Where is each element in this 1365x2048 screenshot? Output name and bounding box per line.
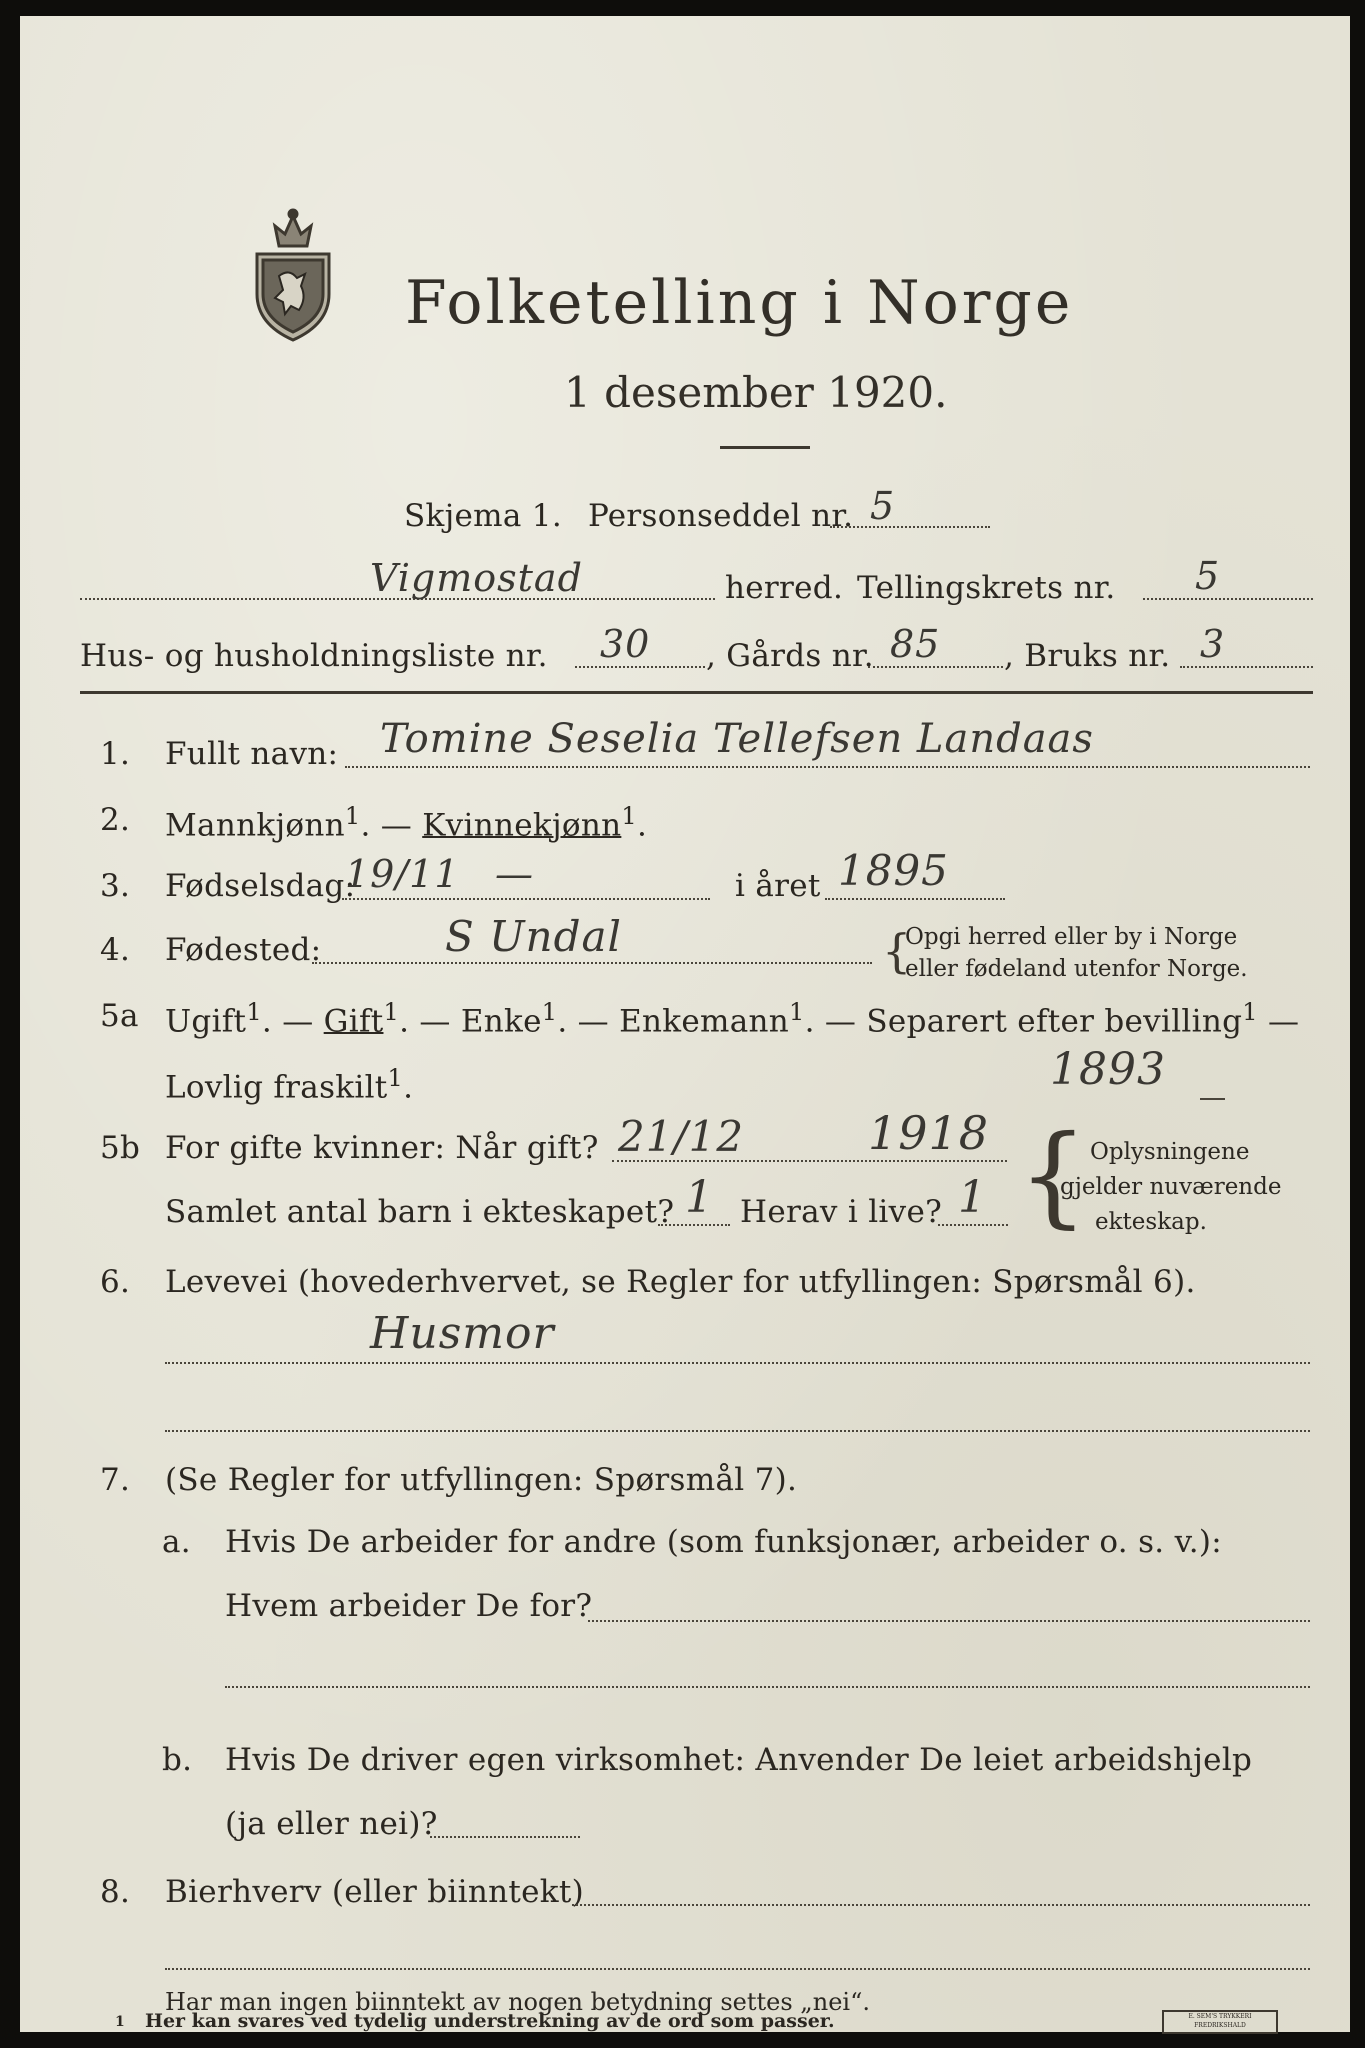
page-title: Folketelling i Norge (405, 268, 1074, 338)
q4-note-2: eller fødeland utenfor Norge. (905, 956, 1248, 982)
q1-number: 1. (100, 736, 131, 772)
printer-stamp: E. SEM'S TRYKKERI FREDRIKSHALD (1162, 2010, 1278, 2034)
footnote-mark: 1 (115, 2014, 125, 2030)
q7a-line-2[interactable] (225, 1686, 1310, 1688)
personseddel-line (830, 526, 990, 528)
section-divider (80, 691, 1313, 694)
q5b-note-1: Oplysningene (1090, 1139, 1250, 1165)
title-divider (720, 446, 810, 449)
birthplace-value[interactable]: S Undal (445, 912, 622, 961)
hus-line (575, 666, 705, 668)
q4-line (312, 962, 872, 964)
barn-value[interactable]: 1 (685, 1172, 714, 1223)
q6-line-2 (165, 1430, 1310, 1432)
option-gift-underlined[interactable]: Gift (323, 1003, 384, 1040)
q4-note-1: Opgi herred eller by i Norge (905, 924, 1238, 950)
q5b-label: For gifte kvinner: Når gift? (165, 1130, 599, 1166)
gards-value[interactable]: 85 (890, 622, 941, 666)
skjema-label: Skjema 1. (404, 498, 562, 534)
barn-label: Samlet antal barn i ekteskapet? (165, 1194, 675, 1230)
bruks-label: , Bruks nr. (1004, 638, 1171, 674)
marriage-year-value[interactable]: 1918 (868, 1106, 990, 1160)
q2-number: 2. (100, 802, 131, 838)
q7b-letter: b. (162, 1742, 193, 1778)
footnote-text: Her kan svares ved tydelig understrekning av de ord som passer. (145, 2010, 835, 2032)
q8-line-2[interactable] (165, 1968, 1310, 1970)
personseddel-label: Personseddel nr. (588, 498, 854, 534)
q7b-line[interactable] (430, 1836, 580, 1838)
live-label: Herav i live? (740, 1194, 943, 1230)
census-date: 1 desember 1920. (564, 368, 948, 417)
q2-options: Mannkjønn$^1$. — Kvinnekjønn$^1$. (165, 802, 648, 844)
option-separert[interactable]: Separert efter bevilling (866, 1003, 1243, 1040)
herred-value[interactable]: Vigmostad (370, 556, 583, 600)
q5b-note-3: ekteskap. (1095, 1209, 1207, 1235)
q6-line-1 (165, 1362, 1310, 1364)
tellingskrets-label: Tellingskrets nr. (857, 570, 1116, 606)
q5a-margin-note: 1893 (1050, 1044, 1166, 1095)
live-line (938, 1224, 1008, 1226)
q7a-line-1[interactable] (588, 1620, 1310, 1622)
option-kvinnekjonn-underlined[interactable]: Kvinnekjønn (422, 807, 622, 844)
option-mannkjonn[interactable]: Mannkjønn (165, 807, 345, 844)
tellingskrets-line (1143, 598, 1313, 600)
herred-label: herred. (725, 570, 844, 606)
birth-day-dash: — (495, 852, 534, 896)
q5b-brace: { (1018, 1111, 1088, 1239)
biinntekt-note: Har man ingen biinntekt av nogen betydning settes „nei“. (165, 1988, 870, 2016)
q7a-text: Hvis De arbeider for andre (som funksjonær, arbeider o. s. v.): (225, 1524, 1223, 1560)
option-enke[interactable]: Enke (460, 1003, 542, 1040)
q5b-number: 5b (100, 1130, 141, 1166)
marriage-date-value[interactable]: 21/12 (618, 1112, 745, 1161)
option-ugift[interactable]: Ugift (165, 1003, 247, 1040)
q7-number: 7. (100, 1462, 131, 1498)
gards-label: , Gårds nr. (706, 638, 874, 674)
q3-year-label: i året (735, 868, 821, 904)
personseddel-value[interactable]: 5 (870, 484, 896, 528)
q4-brace: { (882, 924, 912, 978)
q5b-note-2: gjelder nuværende (1060, 1174, 1282, 1200)
gards-line (868, 666, 1003, 668)
q8-line-1[interactable] (572, 1904, 1310, 1906)
hus-value[interactable]: 30 (600, 622, 651, 666)
q5a-options: Ugift$^1$. — Gift$^1$. — Enke$^1$. — Enkemann$^1$. — Separert efter bevilling$^1$ — (165, 998, 1300, 1040)
q6-number: 6. (100, 1264, 131, 1300)
q8-number: 8. (100, 1874, 131, 1910)
bruks-line (1180, 666, 1313, 668)
occupation-value[interactable]: Husmor (370, 1308, 555, 1359)
q3-number: 3. (100, 868, 131, 904)
q4-number: 4. (100, 932, 131, 968)
margin-mark (1200, 1098, 1225, 1100)
q1-label: Fullt navn: (165, 736, 339, 772)
tellingskrets-value[interactable]: 5 (1195, 554, 1221, 598)
q4-label: Fødested: (165, 932, 322, 968)
q5a-number: 5a (100, 998, 139, 1034)
coat-of-arms-icon (245, 206, 341, 346)
birth-year-value[interactable]: 1895 (838, 846, 949, 895)
census-form-page (20, 16, 1350, 2032)
barn-line (658, 1224, 730, 1226)
bruks-value[interactable]: 3 (1200, 622, 1226, 666)
birth-day-value[interactable]: 19/11 (345, 852, 460, 896)
q7a-question: Hvem arbeider De for? (225, 1588, 593, 1624)
option-fraskilt[interactable]: Lovlig fraskilt (165, 1069, 388, 1106)
q3-year-line (825, 898, 1005, 900)
q5a-options-line2: Lovlig fraskilt$^1$. (165, 1064, 414, 1106)
q7a-letter: a. (162, 1524, 191, 1560)
q1-full-name[interactable]: Tomine Seselia Tellefsen Landaas (380, 716, 1094, 762)
q3-label: Fødselsdag: (165, 868, 356, 904)
q7-label: (Se Regler for utfyllingen: Spørsmål 7). (165, 1462, 798, 1498)
q1-line (345, 766, 1310, 768)
live-value[interactable]: 1 (958, 1172, 987, 1223)
option-enkemann[interactable]: Enkemann (619, 1003, 790, 1040)
q7b-question: (ja eller nei)? (225, 1806, 438, 1842)
q3-day-line (342, 898, 710, 900)
q8-label: Bierhverv (eller biinntekt) (165, 1874, 585, 1910)
hus-label: Hus- og husholdningsliste nr. (80, 638, 548, 674)
q6-label: Levevei (hovederhvervet, se Regler for utfyllingen: Spørsmål 6). (165, 1264, 1196, 1300)
q7b-text: Hvis De driver egen virksomhet: Anvender De leiet arbeidshjelp (225, 1742, 1253, 1778)
